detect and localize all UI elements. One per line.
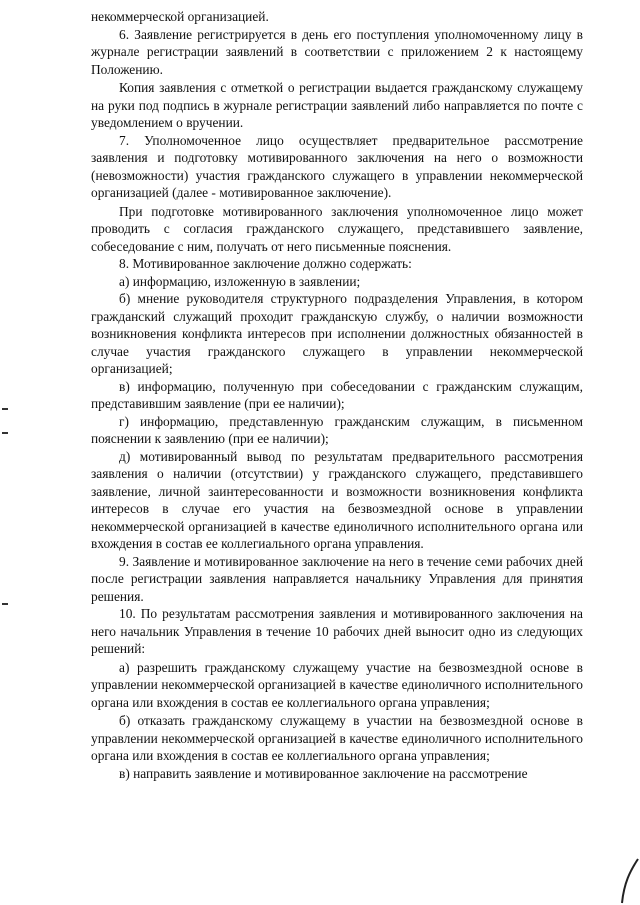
scan-margin-mark (2, 432, 8, 434)
paragraph-copy-registration: Копия заявления с отметкой о регистрации выдается гражданскому служащему на руки под подпись в журнале регистрации заявлений либо направляется по почте с уведомлением о вручении. (91, 80, 583, 130)
paragraph-item-8a: а) информацию, изложенную в заявлении; (119, 273, 361, 289)
pen-stroke-icon (610, 857, 640, 905)
scan-margin-mark (2, 603, 8, 605)
paragraph-item-8v: в) информацию, полученную при собеседовании с гражданским служащим, представившим заявление (при ее наличии); (91, 378, 583, 411)
paragraph-item-10a: а) разрешить гражданскому служащему участие на безвозмездной основе в управлении некоммерческой организацией в качестве единоличного исполнительного органа или вхождения в состав ее коллегиального органа управления; (91, 659, 583, 710)
paragraph-item-7: 7. Уполномоченное лицо осуществляет предварительное рассмотрение заявления и подготовку мотивированного заключения на него о возможности (невозможности) участия гражданского служащего в управлении некоммерческой организацией (далее - мотивированное заключение). (91, 132, 583, 200)
paragraph-item-8: 8. Мотивированное заключение должно содержать: (119, 256, 412, 271)
paragraph-interview: При подготовке мотивированного заключения уполномоченное лицо может проводить с согласия гражданского служащего, представившего заявление, собеседование с ним, получать от него письменные пояснения. (91, 203, 583, 254)
document-body (91, 8, 583, 782)
paragraph-item-6: 6. Заявление регистрируется в день его поступления уполномоченному лицу в журнале регистрации заявлений в соответствии с приложением 2 к настоящему Положению. (91, 26, 583, 77)
paragraph-item-9: 9. Заявление и мотивированное заключение на него в течение семи рабочих дней после регистрации заявления направляется начальнику Управления для принятия решения. (91, 553, 583, 604)
paragraph-continuation: некоммерческой организацией. (91, 9, 269, 24)
paragraph-item-8b: б) мнение руководителя структурного подразделения Управления, в котором гражданский служащий проходит гражданскую службу, о наличии возможности возникновения конфликта интересов при исполнении должностных обязанностей в случае участия гражданского служащего в управлении некоммерческой организацией; (91, 291, 583, 376)
paragraph-item-8g: г) информацию, представленную гражданским служащим, в письменном пояснении к заявлению (при ее наличии); (91, 413, 583, 446)
paragraph-item-10: 10. По результатам рассмотрения заявления и мотивированного заключения на него начальник Управления в течение 10 рабочих дней выносит одно из следующих решений: (91, 606, 583, 656)
paragraph-item-8d: д) мотивированный вывод по результатам предварительного рассмотрения заявления о наличии (отсутствии) у гражданского служащего, представившего заявление, личной заинтересованности и возможности возникновения конфликта интересов в случае его участия на безвозмездной основе в управлении некоммерческой организацией в качестве единоличного исполнительного органа или вхождения в состав ее коллегиального органа управления. (91, 448, 583, 551)
paragraph-item-10b: б) отказать гражданскому служащему в участии на безвозмездной основе в управлении некоммерческой организацией в качестве единоличного исполнительного органа или вхождения в состав ее коллегиального органа управления; (91, 713, 583, 763)
paragraph-item-10v: в) направить заявление и мотивированное заключение на рассмотрение (119, 765, 528, 781)
scan-margin-mark (2, 408, 8, 410)
